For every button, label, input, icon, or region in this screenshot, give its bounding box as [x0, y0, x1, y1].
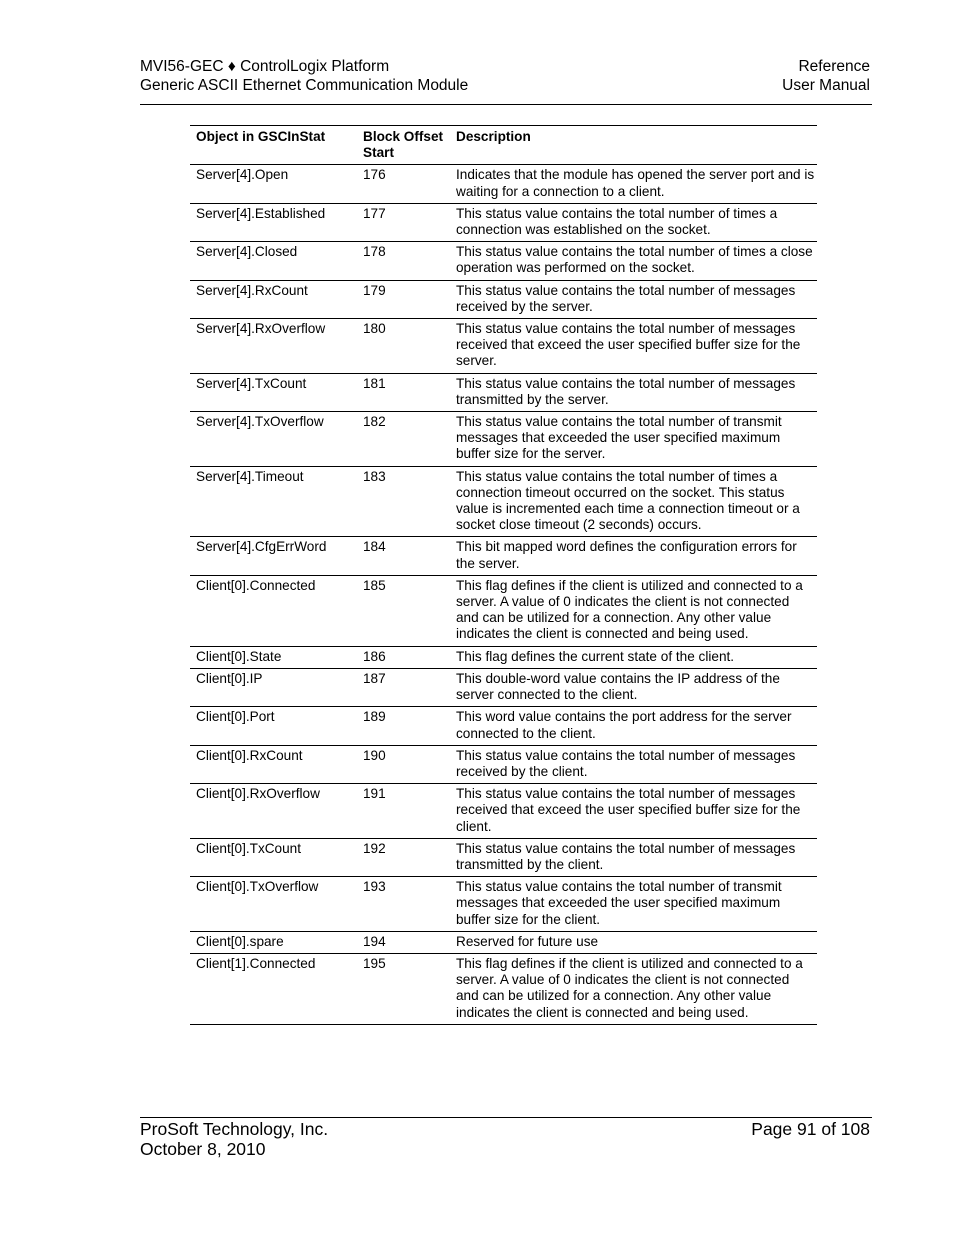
cell-offset: 185: [357, 575, 450, 646]
table-row: [190, 745, 817, 783]
cell-offset: 189: [357, 707, 450, 745]
status-table-container: [190, 125, 817, 1025]
cell-offset: 195: [357, 953, 450, 1024]
cell-object: Server[4].RxCount: [190, 280, 357, 318]
table-body: [190, 165, 817, 1024]
cell-offset: 177: [357, 203, 450, 241]
table-row: [190, 280, 817, 318]
table-row: [190, 646, 817, 668]
cell-object: Client[0].Port: [190, 707, 357, 745]
cell-offset: 184: [357, 537, 450, 575]
cell-object: Server[4].Closed: [190, 242, 357, 280]
column-header-description: Description: [450, 126, 817, 165]
gscinstat-table: [190, 125, 817, 1025]
cell-offset: 178: [357, 242, 450, 280]
cell-description: This double-word value contains the IP address of the server connected to the client.: [450, 668, 817, 706]
cell-object: Client[0].Connected: [190, 575, 357, 646]
table-header-row: [190, 126, 817, 165]
cell-object: Server[4].Timeout: [190, 466, 357, 537]
cell-description: This flag defines the current state of the client.: [450, 646, 817, 668]
cell-description: This flag defines if the client is utilized and connected to a server. A value of 0 indicates the client is not connected and can be utilized for a connection. Any other value indicates the client is connected and being used.: [450, 575, 817, 646]
table-row: [190, 838, 817, 876]
cell-offset: 182: [357, 412, 450, 467]
header-section: Reference: [798, 58, 870, 75]
table-row: [190, 319, 817, 374]
table-row: [190, 466, 817, 537]
cell-offset: 183: [357, 466, 450, 537]
cell-description: This status value contains the total number of times a connection timeout occurred on the socket. This status value is incremented each time a connection timeout or a socket close timeout (2 seconds) occurs.: [450, 466, 817, 537]
cell-description: This status value contains the total number of messages received by the client.: [450, 745, 817, 783]
cell-object: Client[0].State: [190, 646, 357, 668]
table-row: [190, 537, 817, 575]
table-row: [190, 784, 817, 839]
cell-offset: 190: [357, 745, 450, 783]
table-row: [190, 931, 817, 953]
cell-object: Client[0].TxOverflow: [190, 877, 357, 932]
footer-company: ProSoft Technology, Inc.: [140, 1119, 329, 1139]
header-left: [140, 57, 468, 95]
table-row: [190, 373, 817, 411]
page-header: [140, 57, 870, 105]
cell-description: This flag defines if the client is utilized and connected to a server. A value of 0 indicates the client is not connected and can be utilized for a connection. Any other value indicates the client is connected and being used.: [450, 953, 817, 1024]
footer-page-number: Page 91 of 108: [751, 1119, 870, 1139]
header-product-title: MVI56-GEC ♦ ControlLogix Platform: [140, 58, 390, 75]
cell-description: This bit mapped word defines the configuration errors for the server.: [450, 537, 817, 575]
table-row: [190, 707, 817, 745]
cell-object: Server[4].RxOverflow: [190, 319, 357, 374]
table-row: [190, 953, 817, 1024]
cell-offset: 192: [357, 838, 450, 876]
cell-object: Client[1].Connected: [190, 953, 357, 1024]
cell-description: This word value contains the port address for the server connected to the client.: [450, 707, 817, 745]
cell-offset: 181: [357, 373, 450, 411]
cell-object: Server[4].TxCount: [190, 373, 357, 411]
cell-object: Server[4].Open: [190, 165, 357, 203]
cell-description: This status value contains the total number of transmit messages that exceeded the user specified maximum buffer size for the client.: [450, 877, 817, 932]
cell-object: Server[4].CfgErrWord: [190, 537, 357, 575]
cell-description: This status value contains the total number of messages transmitted by the server.: [450, 373, 817, 411]
cell-offset: 191: [357, 784, 450, 839]
cell-object: Client[0].RxOverflow: [190, 784, 357, 839]
header-product-subtitle: Generic ASCII Ethernet Communication Module: [140, 77, 469, 94]
cell-description: This status value contains the total number of times a close operation was performed on the socket.: [450, 242, 817, 280]
cell-description: This status value contains the total number of messages received that exceed the user specified buffer size for the client.: [450, 784, 817, 839]
cell-description: This status value contains the total number of times a connection was established on the socket.: [450, 203, 817, 241]
footer-divider: [140, 1117, 872, 1118]
cell-offset: 180: [357, 319, 450, 374]
cell-description: This status value contains the total number of messages received by the server.: [450, 280, 817, 318]
cell-description: Reserved for future use: [450, 931, 817, 953]
cell-offset: 186: [357, 646, 450, 668]
cell-offset: 179: [357, 280, 450, 318]
cell-offset: 193: [357, 877, 450, 932]
column-header-object: Object in GSCInStat: [190, 126, 357, 165]
cell-object: Client[0].IP: [190, 668, 357, 706]
column-header-offset: Block Offset Start: [357, 126, 450, 165]
header-doc-type: User Manual: [782, 77, 870, 94]
header-right: [782, 57, 870, 95]
cell-offset: 194: [357, 931, 450, 953]
cell-description: This status value contains the total number of transmit messages that exceeded the user specified maximum buffer size for the server.: [450, 412, 817, 467]
table-row: [190, 575, 817, 646]
table-row: [190, 165, 817, 203]
footer-date: October 8, 2010: [140, 1139, 266, 1159]
cell-object: Server[4].Established: [190, 203, 357, 241]
cell-object: Client[0].TxCount: [190, 838, 357, 876]
footer-left: [140, 1119, 328, 1159]
cell-description: This status value contains the total number of messages received that exceed the user specified buffer size for the server.: [450, 319, 817, 374]
cell-description: Indicates that the module has opened the server port and is waiting for a connection to a client.: [450, 165, 817, 203]
table-row: [190, 412, 817, 467]
cell-offset: 187: [357, 668, 450, 706]
cell-object: Client[0].RxCount: [190, 745, 357, 783]
header-divider: [140, 104, 872, 105]
page-footer: [140, 1119, 870, 1161]
cell-offset: 176: [357, 165, 450, 203]
cell-object: Server[4].TxOverflow: [190, 412, 357, 467]
table-row: [190, 242, 817, 280]
table-row: [190, 877, 817, 932]
table-row: [190, 668, 817, 706]
cell-object: Client[0].spare: [190, 931, 357, 953]
cell-description: This status value contains the total number of messages transmitted by the client.: [450, 838, 817, 876]
table-row: [190, 203, 817, 241]
